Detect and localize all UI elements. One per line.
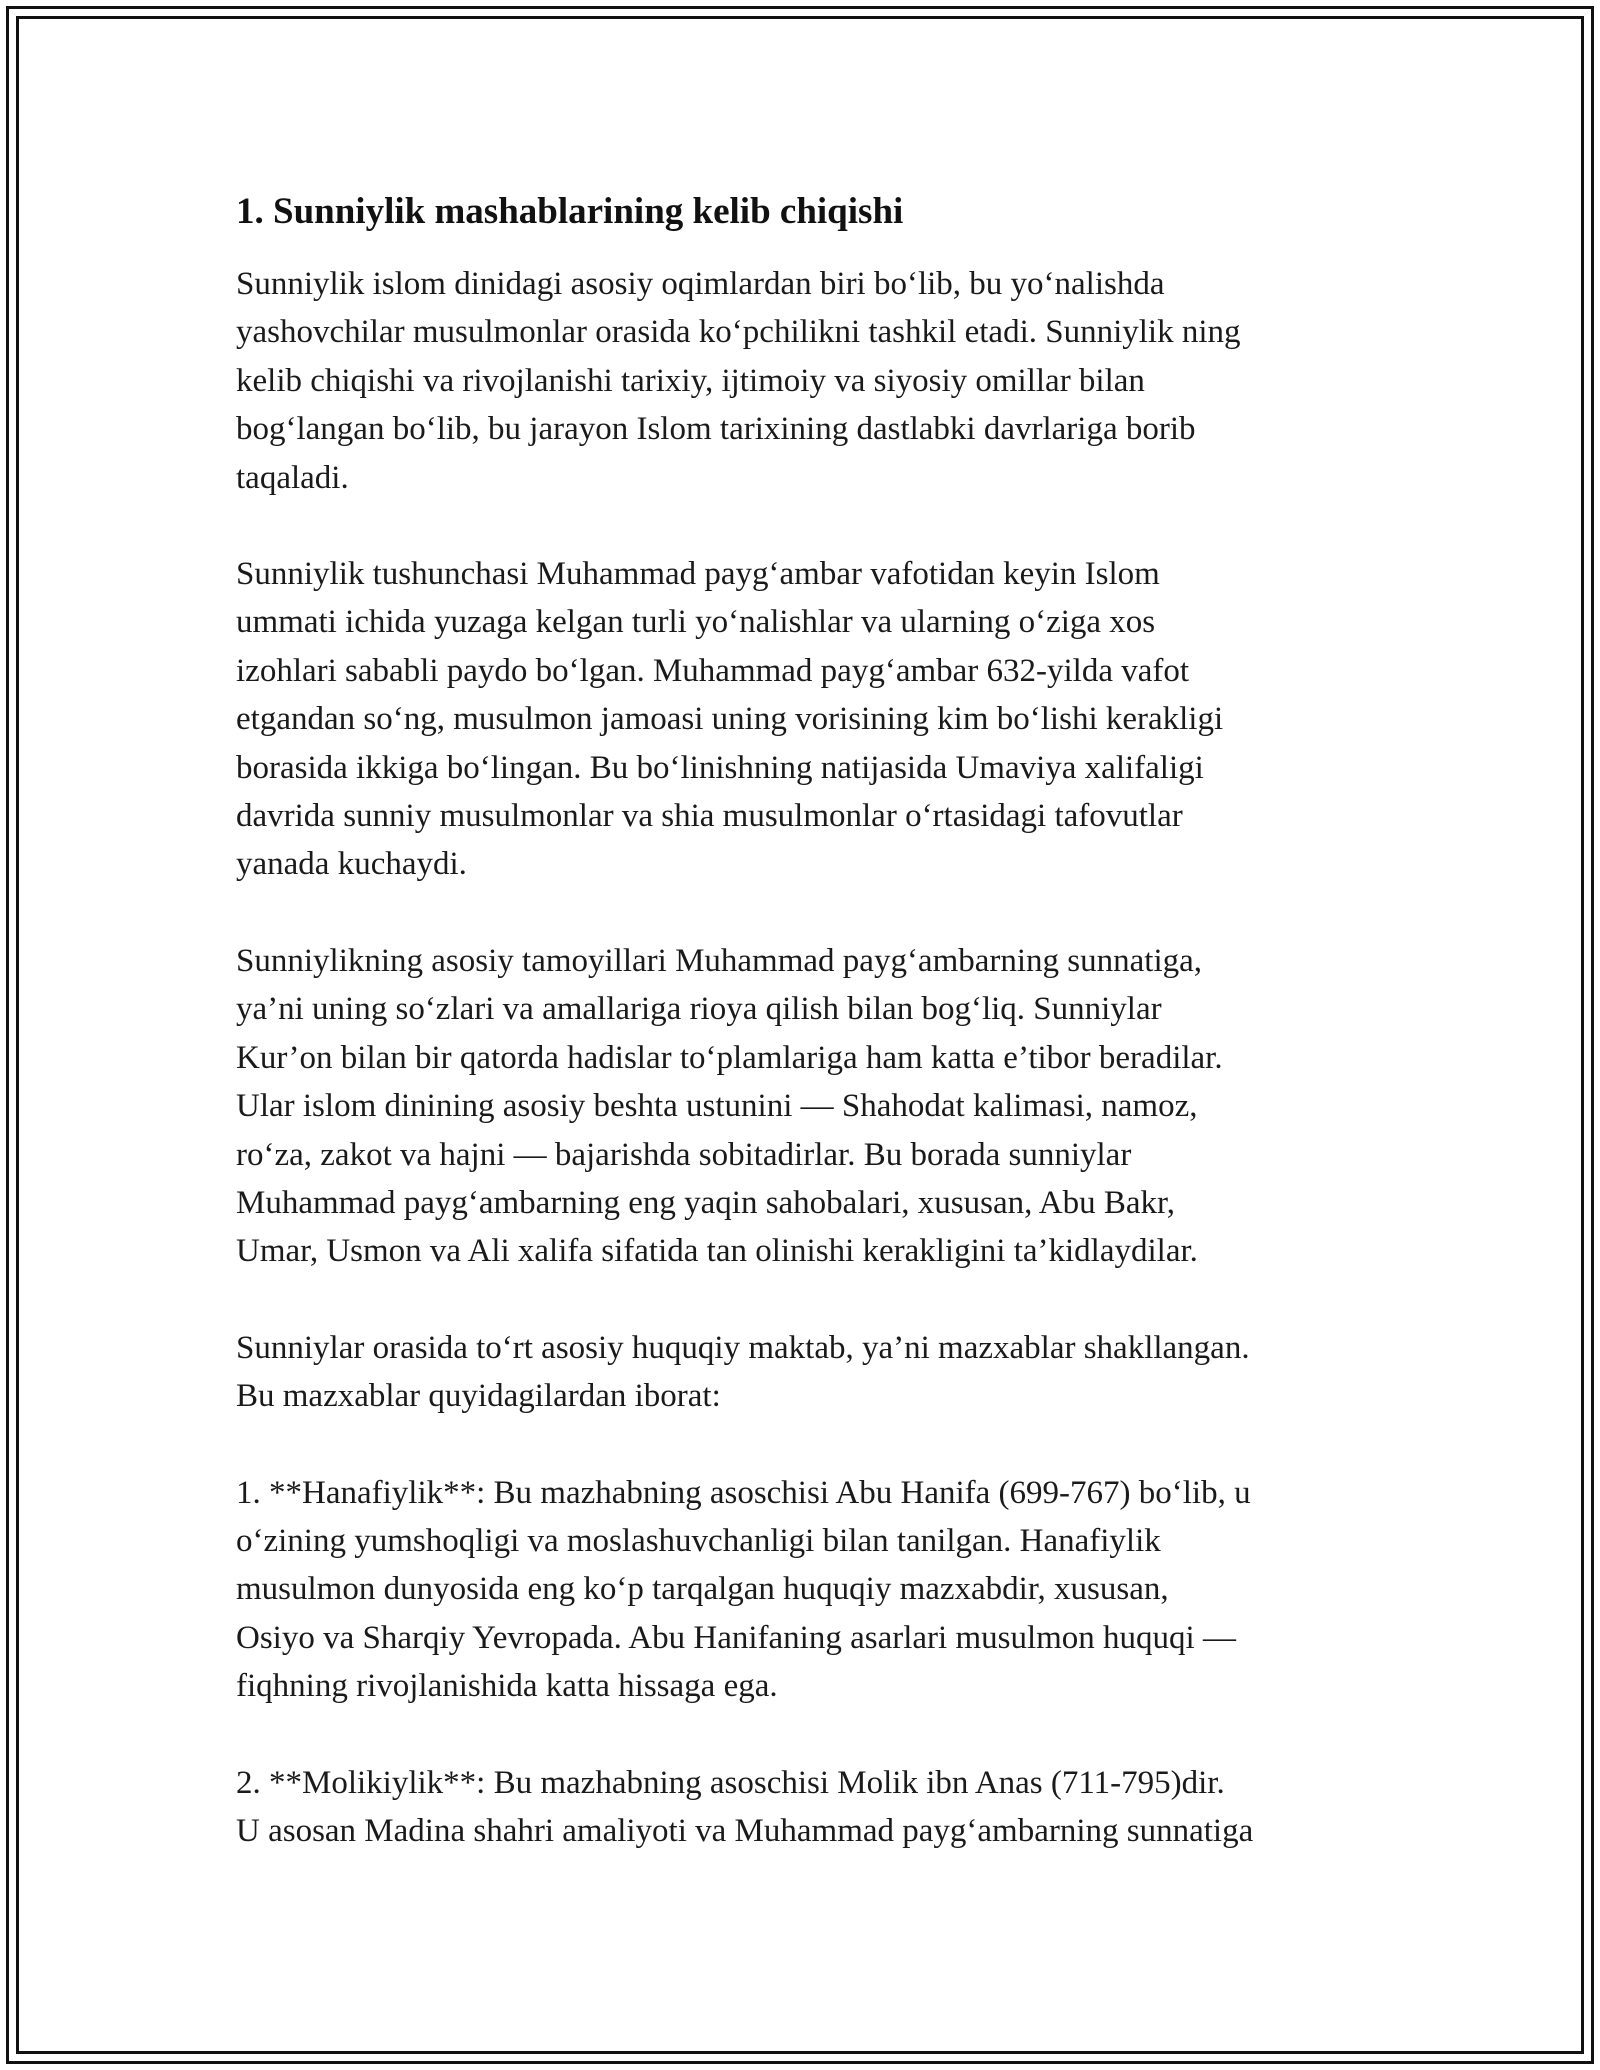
section-heading: 1. Sunniylik mashablarining kelib chiqishi: [236, 191, 904, 232]
text-line: 1. **Hanafiylik**: Bu mazhabning asoschisi Abu Hanifa (699-767) bo‘lib, u: [236, 1474, 1251, 1511]
text-line: izohlari sababli paydo bo‘lgan. Muhammad payg‘ambar 632-yilda vafot: [236, 652, 1190, 689]
text-line: o‘zining yumshoqligi va moslashuvchanligi bilan tanilgan. Hanafiylik: [236, 1522, 1161, 1559]
text-line: kelib chiqishi va rivojlanishi tarixiy, ijtimoiy va siyosiy omillar bilan: [236, 362, 1145, 399]
text-line: yashovchilar musulmonlar orasida ko‘pchilikni tashkil etadi. Sunniylik ning: [236, 314, 1241, 351]
text-line: taqaladi.: [236, 459, 349, 496]
text-line: ro‘za, zakot va hajni — bajarishda sobitadirlar. Bu borada sunniylar: [236, 1136, 1132, 1173]
text-line: Kur’on bilan bir qatorda hadislar to‘plamlariga ham katta e’tibor beradilar.: [236, 1039, 1223, 1076]
paragraph-principles: [236, 937, 1386, 1276]
text-line: Bu mazxablar quyidagilardan iborat:: [236, 1378, 721, 1415]
text-line: yanada kuchaydi.: [236, 846, 467, 883]
text-line: fiqhning rivojlanishida katta hissaga ega.: [236, 1668, 778, 1705]
text-line: U asosan Madina shahri amaliyoti va Muhammad payg‘ambarning sunnatiga: [236, 1812, 1254, 1849]
text-line: Sunniylar orasida to‘rt asosiy huquqiy maktab, ya’ni mazxablar shakllangan.: [236, 1329, 1250, 1366]
list-item-molikiylik: [236, 1759, 1386, 1856]
text-line: ummati ichida yuzaga kelgan turli yo‘nalishlar va ularning o‘ziga xos: [236, 604, 1156, 641]
paragraph-schools-intro: [236, 1324, 1386, 1421]
text-line: ya’ni uning so‘zlari va amallariga rioya qilish bilan bog‘liq. Sunniylar: [236, 991, 1162, 1028]
list-item-hanafiylik: [236, 1469, 1386, 1711]
text-line: etgandan so‘ng, musulmon jamoasi uning vorisining kim bo‘lishi kerakligi: [236, 701, 1224, 738]
text-line: Sunniylik islom dinidagi asosiy oqimlardan biri bo‘lib, bu yo‘nalishda: [236, 266, 1165, 302]
text-line: 2. **Molikiylik**: Bu mazhabning asoschisi Molik ibn Anas (711-795)dir.: [236, 1764, 1225, 1801]
text-line: Sunniylikning asosiy tamoyillari Muhammad payg‘ambarning sunnatiga,: [236, 942, 1203, 979]
text-line: musulmon dunyosida eng ko‘p tarqalgan huquqiy mazxabdir, xususan,: [236, 1571, 1169, 1608]
text-line: davrida sunniy musulmonlar va shia musulmonlar o‘rtasidagi tafovutlar: [236, 798, 1183, 835]
text-line: Ular islom dinining asosiy beshta ustunini — Shahodat kalimasi, namoz,: [236, 1088, 1198, 1125]
document-body: [236, 188, 1386, 1903]
text-line: Osiyo va Sharqiy Yevropada. Abu Hanifaning asarlari musulmon huquqi —: [236, 1619, 1236, 1656]
text-line: Muhammad payg‘ambarning eng yaqin sahobalari, xususan, Abu Bakr,: [236, 1184, 1175, 1221]
paragraph-origin: [236, 550, 1386, 889]
paragraph-intro: [236, 260, 1386, 502]
text-line: bog‘langan bo‘lib, bu jarayon Islom tarixining dastlabki davrlariga borib: [236, 411, 1196, 448]
text-line: Sunniylik tushunchasi Muhammad payg‘ambar vafotidan keyin Islom: [236, 556, 1160, 593]
text-line: borasida ikkiga bo‘lingan. Bu bo‘linishning natijasida Umaviya xalifaligi: [236, 749, 1204, 786]
text-line: Umar, Usmon va Ali xalifa sifatida tan olinishi kerakligini ta’kidlaydilar.: [236, 1233, 1198, 1270]
